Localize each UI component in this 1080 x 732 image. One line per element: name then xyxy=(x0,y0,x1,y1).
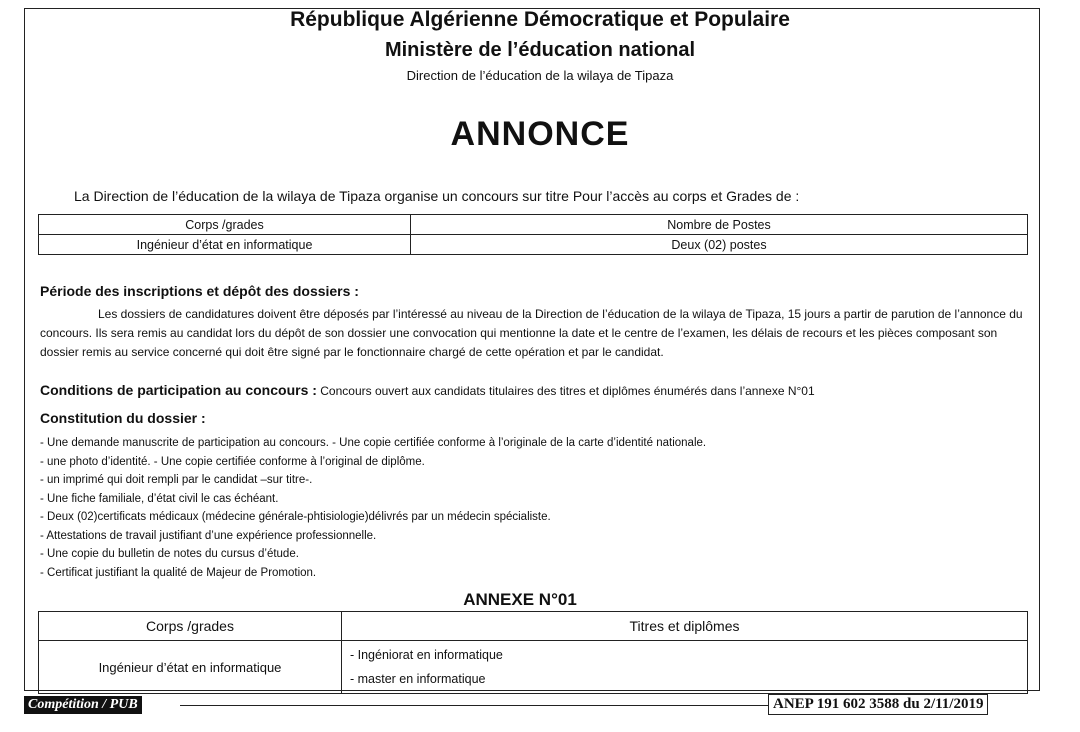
periode-paragraph xyxy=(40,305,1025,362)
list-item: - Une demande manuscrite de participation au concours. - Une copie certifiée conforme à l’originale de la carte d’identité nationale. xyxy=(40,437,707,449)
periode-heading: Période des inscriptions et dépôt des dossiers : xyxy=(40,283,359,299)
dossier-list xyxy=(40,434,706,582)
header-republic: République Algérienne Démocratique et Populaire xyxy=(290,8,790,31)
list-item: - Certificat justifiant la qualité de Majeur de Promotion. xyxy=(40,566,317,579)
conditions-text: Concours ouvert aux candidats titulaires des titres et diplômes énumérés dans l’annexe N°01 xyxy=(320,384,815,398)
table-cell: Ingénieur d’état en informatique xyxy=(39,235,411,255)
conditions-line xyxy=(40,382,815,398)
table-header-cell: Titres et diplômes xyxy=(342,612,1028,641)
page-title: ANNONCE xyxy=(450,115,630,153)
table-header-cell: Corps /grades xyxy=(39,612,342,641)
diplomas-cell xyxy=(342,641,1028,694)
list-item: - un imprimé qui doit rempli par le candidat –sur titre-. xyxy=(40,474,313,486)
anep-reference: ANEP 191 602 3588 du 2/11/2019 xyxy=(768,694,988,715)
header-direction: Direction de l’éducation de la wilaya de Tipaza xyxy=(406,68,674,83)
table-row xyxy=(39,235,1028,255)
conditions-heading: Conditions de participation au concours : xyxy=(40,382,317,398)
table-header-row xyxy=(39,215,1028,235)
header-ministry: Ministère de l’éducation national xyxy=(384,39,696,61)
posts-table xyxy=(38,214,1028,255)
table-header-row xyxy=(39,612,1028,641)
publication-badge: Compétition / PUB xyxy=(24,696,142,714)
annexe-table xyxy=(38,611,1028,694)
table-cell: Ingénieur d’état en informatique xyxy=(39,641,342,694)
periode-text: Les dossiers de candidatures doivent être déposés par l’intéressé au niveau de la Direction de l’éducation de la wilaya de Tipaza, 15 jours a partir de parution de l’annonce du concours. Ils sera remis au candidat lors du dépôt de son dossier une convocation qui mentionne la date et le centre de l’examen, les délais de recours et les pièces composant son dossier remis au service concerné qui doit être signé par le fonctionnaire chargé de cette opération et par le candidat. xyxy=(40,307,1023,359)
list-item: - Attestations de travail justifiant d’une expérience professionnelle. xyxy=(40,529,377,542)
list-item: - master en informatique xyxy=(350,672,486,686)
list-item: - Une copie du bulletin de notes du cursus d’étude. xyxy=(40,548,299,560)
dossier-heading: Constitution du dossier : xyxy=(40,410,206,426)
list-item: - Deux (02)certificats médicaux (médecine générale-phtisiologie)délivrés par un médecin spécialiste. xyxy=(40,511,551,523)
table-cell: Deux (02) postes xyxy=(411,235,1028,255)
annexe-title: ANNEXE N°01 xyxy=(463,590,577,609)
intro-text: La Direction de l’éducation de la wilaya de Tipaza organise un concours sur titre Pour l’accès au corps et Grades de : xyxy=(74,188,800,204)
table-header-cell: Corps /grades xyxy=(39,215,411,235)
list-item: - Une fiche familiale, d’état civil le cas échéant. xyxy=(40,492,279,505)
table-row xyxy=(39,641,1028,694)
list-item: - une photo d’identité. - Une copie certifiée conforme à l’original de diplôme. xyxy=(40,455,425,468)
footer-divider xyxy=(180,705,768,706)
list-item: - Ingéniorat en informatique xyxy=(350,648,503,662)
table-header-cell: Nombre de Postes xyxy=(411,215,1028,235)
